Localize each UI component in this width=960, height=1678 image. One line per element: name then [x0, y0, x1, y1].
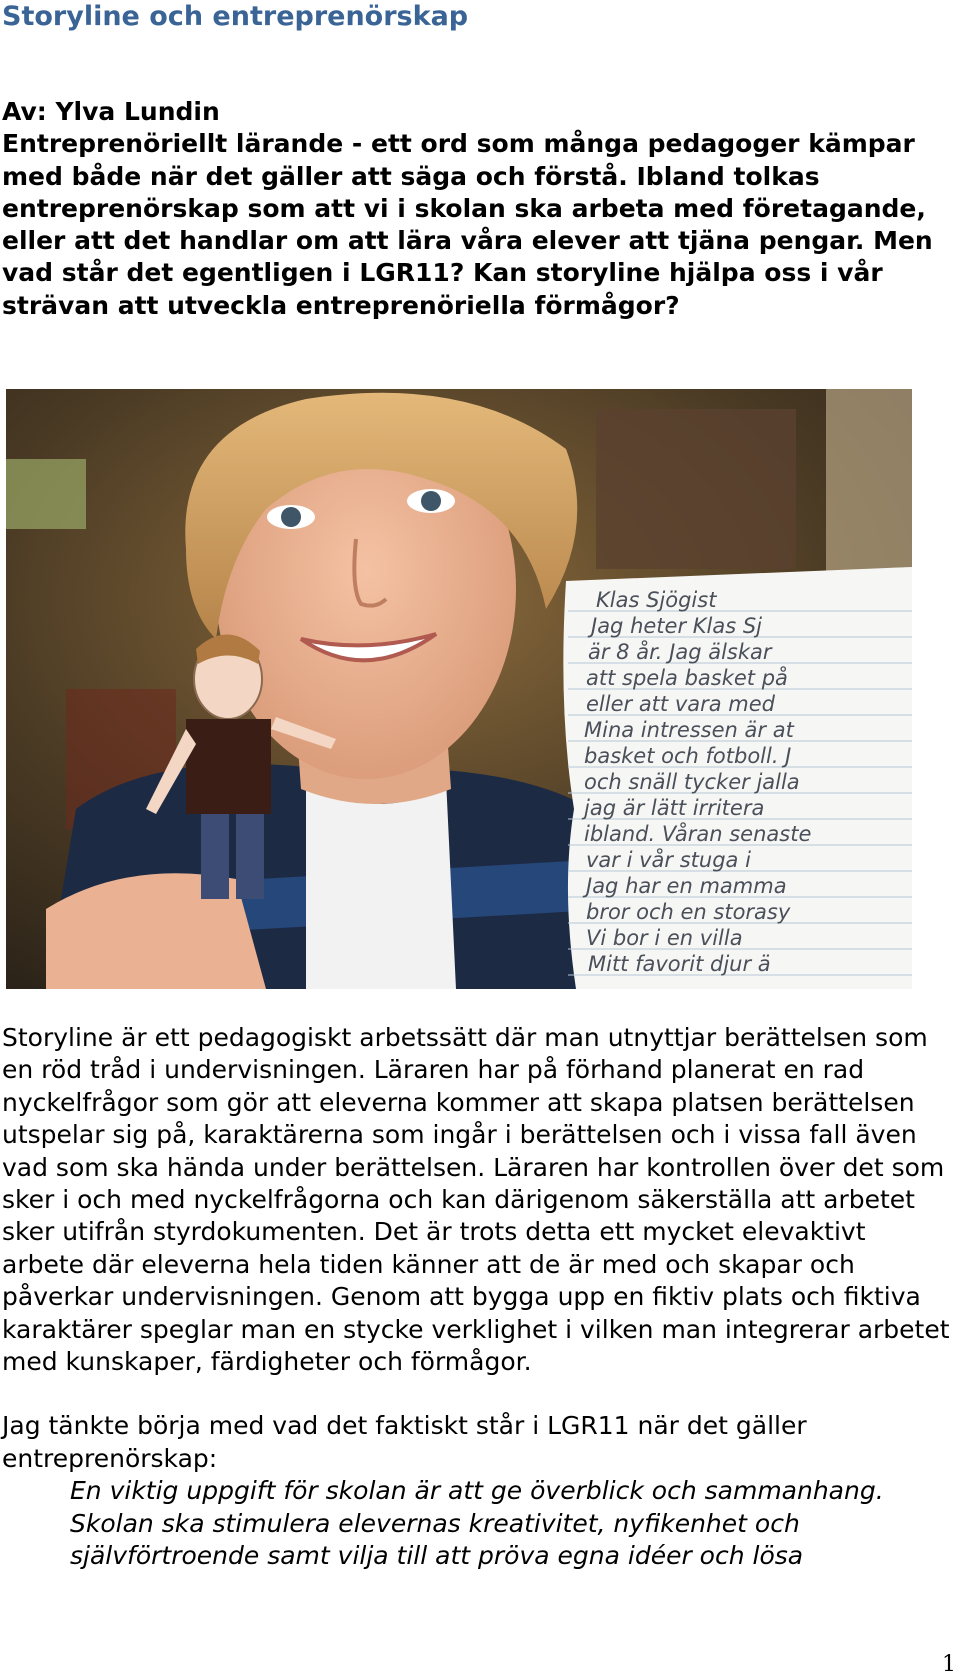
note-line: Vi bor i en villa — [586, 926, 743, 950]
note-line: jag är lätt irritera — [584, 796, 765, 820]
article-title: Storyline och entreprenörskap — [2, 1, 469, 32]
intro-block — [2, 96, 942, 322]
note-line: Jag har en mamma — [586, 874, 787, 898]
boy-with-storyline-figure-image — [6, 389, 912, 989]
note-line: Mitt favorit djur ä — [588, 952, 771, 976]
note-line: Mina intressen är at — [584, 718, 794, 742]
body-paragraph: Storyline är ett pedagogiskt arbetssätt där man utnyttjar berättelsen som en röd tråd i undervisningen. Läraren har på förhand planerat en rad nyckelfrågor som gör att eleverna kommer att skapa platsen berättelsen utspelar sig på, karaktärerna som ingår i berättelsen och i vissa fall även vad som ska hända under berättelsen. Läraren har kontrollen över det som sker i och med nyckelfrågorna och kan därigenom säkerställa att arbetet sker utifrån styrdokumenten. Det är trots detta ett mycket elevaktivt arbete där eleverna hela tiden känner att de är med och skapar och påverkar undervisningen. Genom att bygga upp en fiktiv plats och fiktiva karaktärer speglar man en stycke verklighet i vilken man integrerar arbetet med kunskaper, färdigheter och förmågor. — [2, 1023, 950, 1377]
curriculum-quote: En viktig uppgift för skolan är att ge överblick och sammanhang. Skolan ska stimulera elevernas kreativitet, nyfikenhet och självförtroende samt vilja till att pröva egna idéer och lösa — [70, 1476, 884, 1571]
page-number: 1 — [942, 1652, 956, 1677]
note-line: ibland. Våran senaste — [584, 822, 812, 846]
article-body — [2, 1022, 952, 1573]
note-line: att spela basket på — [586, 666, 788, 690]
note-line: är 8 år. Jag älskar — [588, 640, 772, 664]
note-line: Jag heter Klas Sj — [591, 614, 763, 638]
author-line: Av: Ylva Lundin — [2, 97, 220, 126]
body-paragraph: Jag tänkte börja med vad det faktiskt står i LGR11 när det gäller entreprenörskap: — [2, 1411, 807, 1473]
note-line: bror och en storasy — [586, 900, 791, 924]
intro-paragraph: Entreprenöriellt lärande - ett ord som många pedagoger kämpar med både när det gäller att säga och förstå. Ibland tolkas entreprenörskap som att vi i skolan ska arbeta med företagande, eller att det handlar om att lära våra elever att tjäna pengar. Men vad står det egentligen i LGR11? Kan storyline hjälpa oss i vår strävan att utveckla entreprenöriella förmågor? — [2, 129, 933, 320]
note-line: och snäll tycker jalla — [584, 770, 800, 794]
note-line: var i vår stuga i — [586, 848, 751, 872]
note-line: eller att vara med — [586, 692, 776, 716]
article-photo — [6, 389, 912, 989]
note-line: Klas Sjögist — [596, 588, 717, 612]
note-line: basket och fotboll. J — [584, 744, 792, 768]
